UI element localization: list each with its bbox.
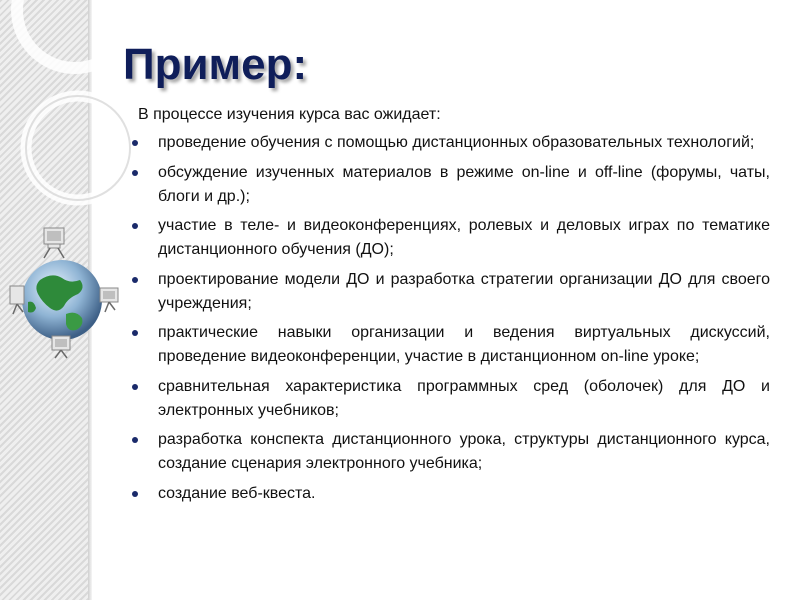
globe-with-computers-icon	[0, 222, 140, 362]
list-item	[130, 161, 770, 209]
bullet-dot-icon	[132, 384, 138, 390]
bullet-dot-icon	[132, 223, 138, 229]
slide-title: Пример:	[123, 40, 308, 89]
list-item	[130, 131, 770, 155]
list-item	[130, 428, 770, 476]
list-item-text: практические навыки организации и ведения виртуальных дискуссий, проведение видеоконференции, участие в дистанционном on-line уроке;	[158, 324, 770, 365]
intro-text: В процессе изучения курса вас ожидает:	[138, 106, 441, 123]
list-item-text: проектирование модели ДО и разработка стратегии организации ДО для своего учреждения;	[158, 270, 770, 312]
list-item-text: проведение обучения с помощью дистанционных образовательных технологий;	[158, 134, 755, 151]
bullet-dot-icon	[132, 330, 138, 336]
bullet-list	[130, 131, 770, 511]
bullet-dot-icon	[132, 437, 138, 443]
list-item-text: участие в теле- и видеоконференциях, ролевых и деловых играх по тематике дистанционного обучения (ДО);	[158, 217, 770, 258]
bullet-dot-icon	[132, 140, 138, 146]
list-item	[130, 214, 770, 262]
list-item-text: создание веб-квеста.	[158, 484, 316, 502]
bullet-dot-icon	[132, 170, 138, 176]
list-item-text: сравнительная характеристика программных сред (оболочек) для ДО и электронных учебников;	[158, 377, 770, 419]
list-item	[130, 375, 770, 423]
list-item-text: разработка конспекта дистанционного урока, структуры дистанционного курса, создание сценария электронного учебника;	[158, 431, 770, 472]
list-item	[130, 482, 770, 506]
list-item-text: обсуждение изученных материалов в режиме on-line и off-line (форумы, чаты, блоги и др.);	[158, 163, 770, 205]
bullet-dot-icon	[132, 277, 138, 283]
decorative-circles	[0, 0, 140, 240]
list-item	[130, 321, 770, 369]
list-item	[130, 268, 770, 316]
bullet-dot-icon	[132, 491, 138, 497]
